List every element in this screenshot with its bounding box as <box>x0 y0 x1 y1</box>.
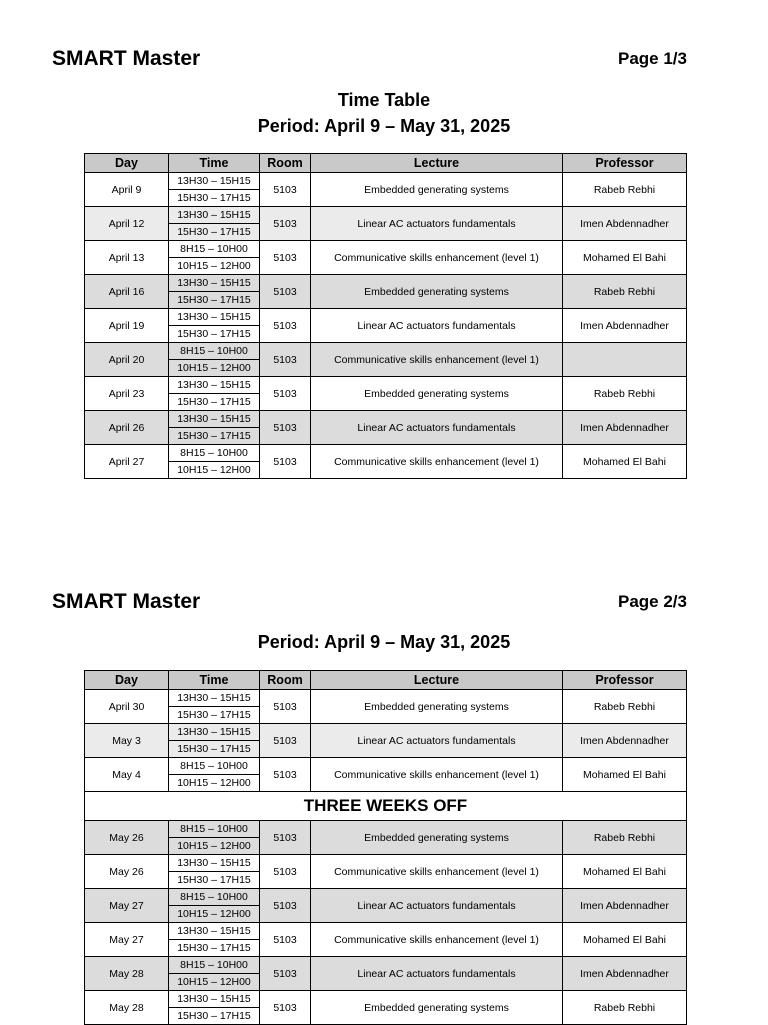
header-professor: Professor <box>563 154 687 173</box>
professor-cell: Rabeb Rebhi <box>563 275 687 309</box>
day-cell: April 23 <box>85 377 169 411</box>
professor-cell: Rabeb Rebhi <box>563 377 687 411</box>
time-cell: 13H30 – 15H15 <box>169 207 260 224</box>
room-cell: 5103 <box>260 343 311 377</box>
day-cell: April 30 <box>85 690 169 724</box>
break-row <box>85 792 687 821</box>
time-cell: 13H30 – 15H15 <box>169 411 260 428</box>
professor-cell: Mohamed El Bahi <box>563 855 687 889</box>
room-cell: 5103 <box>260 821 311 855</box>
table-row <box>85 241 687 258</box>
time-cell: 13H30 – 15H15 <box>169 275 260 292</box>
time-cell: 8H15 – 10H00 <box>169 957 260 974</box>
time-cell: 13H30 – 15H15 <box>169 377 260 394</box>
lecture-cell: Linear AC actuators fundamentals <box>311 889 563 923</box>
room-cell: 5103 <box>260 207 311 241</box>
time-cell: 13H30 – 15H15 <box>169 991 260 1008</box>
day-cell: April 16 <box>85 275 169 309</box>
period-title: Period: April 9 – May 31, 2025 <box>257 116 511 136</box>
day-cell: May 3 <box>85 724 169 758</box>
table-row <box>85 991 687 1008</box>
time-cell: 13H30 – 15H15 <box>169 690 260 707</box>
professor-cell: Mohamed El Bahi <box>563 241 687 275</box>
header-time: Time <box>169 154 260 173</box>
day-cell: May 27 <box>85 923 169 957</box>
room-cell: 5103 <box>260 957 311 991</box>
header-day: Day <box>85 671 169 690</box>
time-cell: 13H30 – 15H15 <box>169 855 260 872</box>
lecture-cell: Communicative skills enhancement (level 1) <box>311 241 563 275</box>
room-cell: 5103 <box>260 889 311 923</box>
timetable <box>84 670 687 1025</box>
table-row <box>85 855 687 872</box>
document-title: Time Table <box>337 90 431 110</box>
lecture-cell: Linear AC actuators fundamentals <box>311 411 563 445</box>
lecture-cell: Communicative skills enhancement (level 1) <box>311 758 563 792</box>
day-cell: April 19 <box>85 309 169 343</box>
time-cell: 15H30 – 17H15 <box>169 292 260 309</box>
room-cell: 5103 <box>260 445 311 479</box>
table-row <box>85 411 687 428</box>
table-row <box>85 821 687 838</box>
day-cell: April 12 <box>85 207 169 241</box>
time-cell: 15H30 – 17H15 <box>169 741 260 758</box>
timetable <box>84 153 687 479</box>
header-lecture: Lecture <box>311 671 563 690</box>
time-cell: 10H15 – 12H00 <box>169 462 260 479</box>
room-cell: 5103 <box>260 724 311 758</box>
room-cell: 5103 <box>260 855 311 889</box>
time-cell: 10H15 – 12H00 <box>169 775 260 792</box>
time-cell: 15H30 – 17H15 <box>169 224 260 241</box>
table-row <box>85 690 687 707</box>
lecture-cell: Communicative skills enhancement (level 1) <box>311 923 563 957</box>
professor-cell: Mohamed El Bahi <box>563 758 687 792</box>
time-cell: 15H30 – 17H15 <box>169 1008 260 1025</box>
lecture-cell: Communicative skills enhancement (level 1) <box>311 343 563 377</box>
professor-cell: Imen Abdennadher <box>563 411 687 445</box>
time-cell: 13H30 – 15H15 <box>169 923 260 940</box>
table-row <box>85 724 687 741</box>
professor-cell: Rabeb Rebhi <box>563 173 687 207</box>
lecture-cell: Embedded generating systems <box>311 991 563 1025</box>
professor-cell: Imen Abdennadher <box>563 724 687 758</box>
time-cell: 15H30 – 17H15 <box>169 326 260 343</box>
day-cell: May 28 <box>85 991 169 1025</box>
period-title: Period: April 9 – May 31, 2025 <box>257 632 511 652</box>
time-cell: 8H15 – 10H00 <box>169 889 260 906</box>
table-row <box>85 889 687 906</box>
room-cell: 5103 <box>260 991 311 1025</box>
day-cell: April 13 <box>85 241 169 275</box>
page-number: Page 2/3 <box>618 592 687 611</box>
time-cell: 8H15 – 10H00 <box>169 343 260 360</box>
time-cell: 10H15 – 12H00 <box>169 838 260 855</box>
lecture-cell: Communicative skills enhancement (level 1) <box>311 445 563 479</box>
table-header-row <box>85 671 687 690</box>
table-row <box>85 957 687 974</box>
table-row <box>85 343 687 360</box>
time-cell: 8H15 – 10H00 <box>169 445 260 462</box>
time-cell: 10H15 – 12H00 <box>169 360 260 377</box>
room-cell: 5103 <box>260 377 311 411</box>
day-cell: May 4 <box>85 758 169 792</box>
time-cell: 13H30 – 15H15 <box>169 309 260 326</box>
table-row <box>85 377 687 394</box>
time-cell: 8H15 – 10H00 <box>169 241 260 258</box>
table-row <box>85 207 687 224</box>
professor-cell: Imen Abdennadher <box>563 207 687 241</box>
lecture-cell: Embedded generating systems <box>311 173 563 207</box>
lecture-cell: Communicative skills enhancement (level 1) <box>311 855 563 889</box>
brand-title: SMART Master <box>52 590 201 613</box>
time-cell: 13H30 – 15H15 <box>169 724 260 741</box>
lecture-cell: Embedded generating systems <box>311 690 563 724</box>
time-cell: 15H30 – 17H15 <box>169 707 260 724</box>
page-number: Page 1/3 <box>618 49 687 68</box>
room-cell: 5103 <box>260 411 311 445</box>
page-header <box>52 590 687 616</box>
day-cell: May 28 <box>85 957 169 991</box>
room-cell: 5103 <box>260 758 311 792</box>
time-cell: 15H30 – 17H15 <box>169 428 260 445</box>
professor-cell: Mohamed El Bahi <box>563 923 687 957</box>
page-header <box>52 47 687 73</box>
time-cell: 8H15 – 10H00 <box>169 821 260 838</box>
table-row <box>85 309 687 326</box>
day-cell: April 26 <box>85 411 169 445</box>
room-cell: 5103 <box>260 275 311 309</box>
room-cell: 5103 <box>260 241 311 275</box>
day-cell: April 27 <box>85 445 169 479</box>
brand-title: SMART Master <box>52 47 201 70</box>
time-cell: 10H15 – 12H00 <box>169 258 260 275</box>
header-room: Room <box>260 671 311 690</box>
lecture-cell: Linear AC actuators fundamentals <box>311 724 563 758</box>
professor-cell: Rabeb Rebhi <box>563 821 687 855</box>
professor-cell <box>563 343 687 377</box>
time-cell: 10H15 – 12H00 <box>169 974 260 991</box>
day-cell: May 27 <box>85 889 169 923</box>
professor-cell: Imen Abdennadher <box>563 957 687 991</box>
professor-cell: Imen Abdennadher <box>563 889 687 923</box>
room-cell: 5103 <box>260 690 311 724</box>
time-cell: 15H30 – 17H15 <box>169 872 260 889</box>
header-lecture: Lecture <box>311 154 563 173</box>
break-label: THREE WEEKS OFF <box>85 792 687 821</box>
header-day: Day <box>85 154 169 173</box>
time-cell: 10H15 – 12H00 <box>169 906 260 923</box>
time-cell: 15H30 – 17H15 <box>169 940 260 957</box>
room-cell: 5103 <box>260 923 311 957</box>
table-row <box>85 923 687 940</box>
professor-cell: Imen Abdennadher <box>563 309 687 343</box>
day-cell: May 26 <box>85 855 169 889</box>
day-cell: April 9 <box>85 173 169 207</box>
header-room: Room <box>260 154 311 173</box>
day-cell: May 26 <box>85 821 169 855</box>
room-cell: 5103 <box>260 173 311 207</box>
time-cell: 13H30 – 15H15 <box>169 173 260 190</box>
table-row <box>85 758 687 775</box>
header-time: Time <box>169 671 260 690</box>
professor-cell: Mohamed El Bahi <box>563 445 687 479</box>
room-cell: 5103 <box>260 309 311 343</box>
lecture-cell: Linear AC actuators fundamentals <box>311 957 563 991</box>
time-cell: 15H30 – 17H15 <box>169 190 260 207</box>
professor-cell: Rabeb Rebhi <box>563 991 687 1025</box>
lecture-cell: Embedded generating systems <box>311 275 563 309</box>
table-row <box>85 275 687 292</box>
day-cell: April 20 <box>85 343 169 377</box>
time-cell: 15H30 – 17H15 <box>169 394 260 411</box>
header-professor: Professor <box>563 671 687 690</box>
lecture-cell: Linear AC actuators fundamentals <box>311 309 563 343</box>
lecture-cell: Embedded generating systems <box>311 377 563 411</box>
time-cell: 8H15 – 10H00 <box>169 758 260 775</box>
professor-cell: Rabeb Rebhi <box>563 690 687 724</box>
lecture-cell: Linear AC actuators fundamentals <box>311 207 563 241</box>
table-row <box>85 173 687 190</box>
table-header-row <box>85 154 687 173</box>
table-row <box>85 445 687 462</box>
lecture-cell: Embedded generating systems <box>311 821 563 855</box>
